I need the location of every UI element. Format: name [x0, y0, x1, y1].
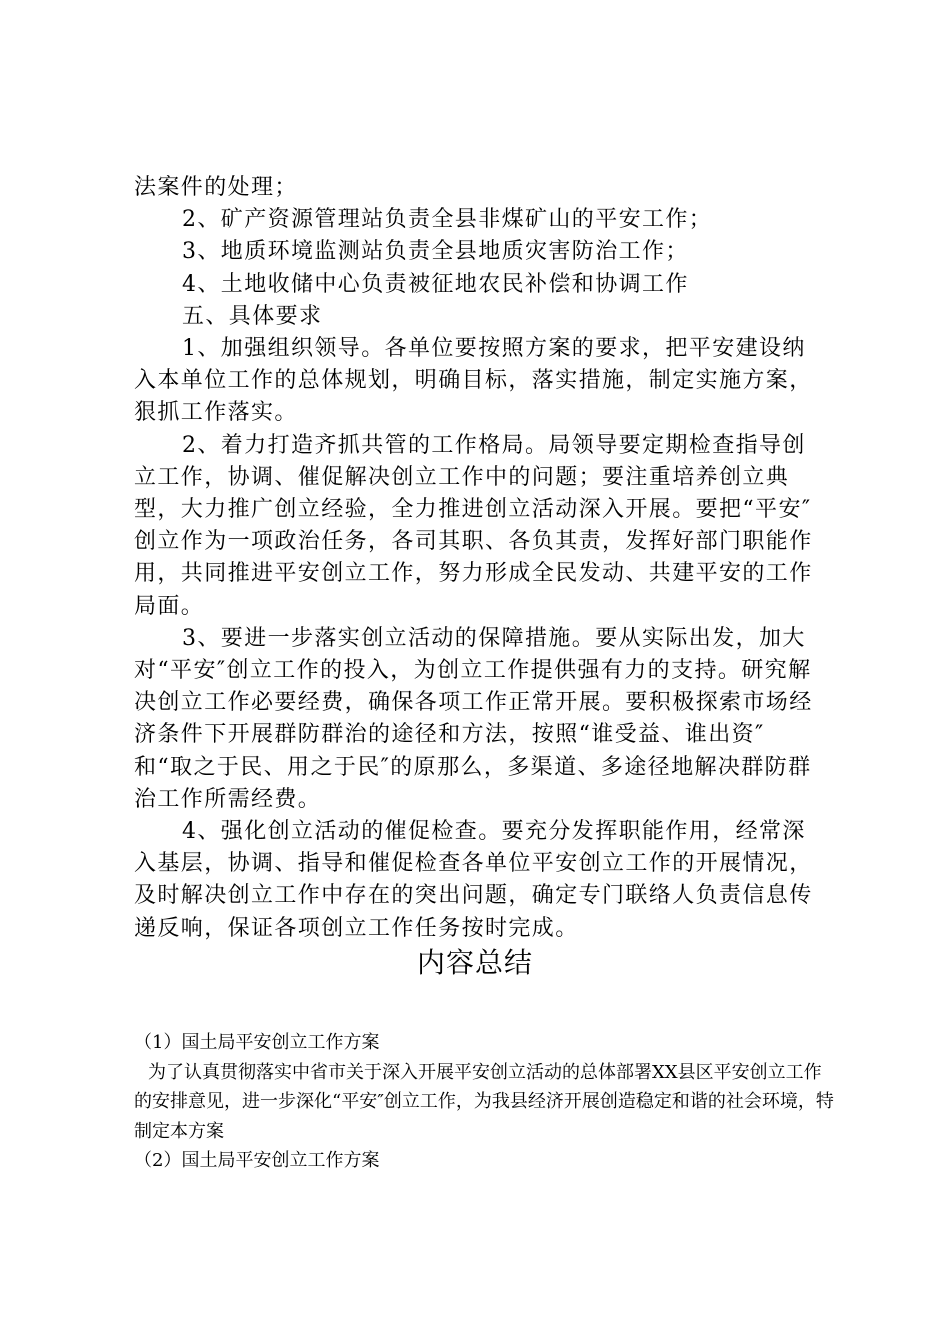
- summary-section: [134, 1028, 834, 1176]
- requirement-3: 3、要进一步落实创立活动的保障措施。要从实际出发，加大对“平安″创立工作的投入，为创立工作提供强有力的支持。研究解决创立工作必要经费，确保各项工作正常开展。要积极探索市场经济条件下开展群防群治的途径和方法，按照“谁受益、谁出资″和“取之于民、用之于民″的原那么，多渠道、多途径地解决群防群治工作所需经费。: [134, 625, 813, 812]
- summary-item-2: （2）国土局平安创立工作方案: [134, 1150, 380, 1172]
- summary-paragraph: 为了认真贯彻落实中省市关于深入开展平安创立活动的总体部署XX县区平安创立工作的安排意见，进一步深化“平安″创立工作，为我县经济开展创造稳定和谐的社会环境，特制定本方案: [134, 1061, 834, 1142]
- duty-item-3: 3、地质环境监测站负责全县地质灾害防治工作；: [182, 239, 689, 265]
- requirement-2: 2、着力打造齐抓共管的工作格局。局领导要定期检查指导创立工作，协调、催促解决创立工作中的问题；要注重培养创立典型，大力推广创立经验，全力推进创立活动深入开展。要把“平安″创立作为一项政治任务，各司其职、各负其责，发挥好部门职能作用，共同推进平安创立工作，努力形成全民发动、共建平安的工作局面。: [134, 432, 813, 619]
- summary-title: 内容总结: [416, 946, 533, 979]
- summary-item-1: （1）国土局平安创立工作方案: [134, 1032, 380, 1053]
- section-heading: 五、具体要求: [182, 303, 323, 329]
- requirement-4: 4、强化创立活动的催促检查。要充分发挥职能作用，经常深入基层，协调、指导和催促检查各单位平安创立工作的开展情况，及时解决创立工作中存在的突出问题，确定专门联络人负责信息传递反响，保证各项创立工作任务按时完成。: [134, 819, 813, 941]
- requirement-1: 1、加强组织领导。各单位要按照方案的要求，把平安建设纳入本单位工作的总体规划，明确目标，落实措施，制定实施方案，狠抓工作落实。: [134, 336, 813, 426]
- continued-line: 法案件的处理；: [134, 175, 298, 200]
- main-body-text: [134, 172, 824, 945]
- duty-item-4: 4、土地收储中心负责被征地农民补偿和协调工作: [182, 271, 689, 297]
- duty-item-2: 2、矿产资源管理站负责全县非煤矿山的平安工作；: [182, 207, 713, 233]
